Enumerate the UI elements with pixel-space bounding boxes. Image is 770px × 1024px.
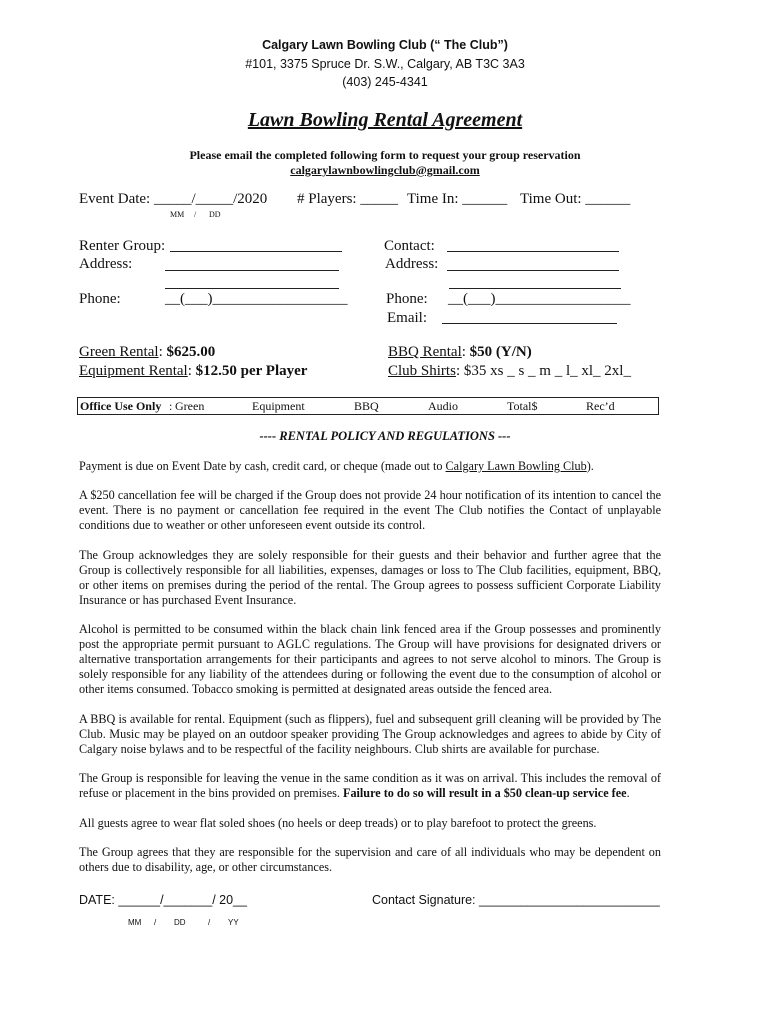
time-out-field[interactable]: Time Out: ______ [520,191,631,207]
renter-group-line[interactable] [170,251,342,252]
cleanup-fee-warning: Failure to do so will result in a $50 clean-up service fee [343,786,627,800]
footer-date-field[interactable]: DATE: ______/_______/ 20__ [79,893,247,907]
policy-liability: The Group acknowledges they are solely responsible for their guests and their behavior and further agree that the Group is collectively responsible for all liabilities, expenses, damages or loss to The Club facilities, equipment, BBQ, or other items on premises during the period of the rental. The Group agrees to possess sufficient Corporate Liability Insurance or has purchased Event Insurance. [79,548,661,607]
office-audio: Audio [428,399,458,413]
policy-cancellation: A $250 cancellation fee will be charged if the Group does not provide 24 hour notification of its intention to cancel the event. There is no payment or cancellation fee required in the event The Club notifies the Contact of unplayable conditions due to weather or other unforeseen event outside its control. [79,488,661,532]
contact-email-line[interactable] [442,323,617,324]
club-shirts-label: Club Shirts [388,363,456,379]
contact-label: Contact: [384,238,435,254]
office-equipment: Equipment [252,399,305,413]
bbq-rental-price[interactable]: $50 (Y/N) [469,344,532,360]
equipment-rental-price: $12.50 per Player [195,363,308,379]
policy-heading: ---- RENTAL POLICY AND REGULATIONS --- [259,429,511,443]
club-email-link[interactable]: calgarylawnbowlingclub@gmail.com [290,163,480,177]
club-name-link: Calgary Lawn Bowling Club [445,459,587,473]
office-bbq: BBQ [354,399,379,413]
office-total: Total$ [507,399,538,413]
contact-name-line[interactable] [447,251,619,252]
club-shirts-sizes[interactable]: $35 xs _ s _ m _ l_ xl_ 2xl_ [463,363,631,379]
policy-bbq-music: A BBQ is available for rental. Equipment (such as flippers), fuel and subsequent grill cleaning will be provided by The Club. Music may be played on an outdoor speaker providing The Group acknowledges and agrees to abide by City of Calgary noise bylaws and to be respectful of the facility neighbours. Club shirts are available for purchase. [79,712,661,756]
club-name: Calgary Lawn Bowling Club (“ The Club”) [262,38,508,52]
office-use-box: Office Use Only : Green Equipment BBQ Audio Total$ Rec’d [77,397,659,415]
contact-signature-field[interactable]: Contact Signature: __________________________ [372,893,660,907]
contact-address-line-2[interactable] [449,288,621,289]
policy-alcohol: Alcohol is permitted to be consumed within the black chain link fenced area if the Group possesses and prominently post the appropriate permit pursuant to AGLC regulations. The Group will have provisions for designated drivers or alternative transportation arrangements for their participants and agrees to not serve alcohol to minors. The Group is solely responsible for any liability of the attendees during or following the event due to the consumption of alcohol or other items consumed. Tobacco smoking is permitted at designated areas outside the fenced area. [79,622,661,696]
green-rental-price: $625.00 [166,344,216,360]
date-hint-sep: / [194,210,197,219]
contact-address-line-1[interactable] [447,270,619,271]
renter-address-label: Address: [79,256,133,272]
footer-hint-sep2: / [208,918,211,927]
date-hint-mm: MM [170,210,185,219]
contact-phone-field[interactable]: __(___)__________________ [448,291,631,307]
green-rental-label: Green Rental [79,344,159,360]
renter-address-line-1[interactable] [165,270,339,271]
office-use-label: Office Use Only [80,399,162,413]
office-received: Rec’d [586,399,615,413]
renter-address-line-2[interactable] [165,288,339,289]
contact-email-label: Email: [387,310,427,326]
club-shirts: Club Shirts: $35 xs _ s _ m _ l_ xl_ 2xl_ [388,363,631,379]
bbq-rental: BBQ Rental: $50 (Y/N) [388,344,532,360]
club-phone: (403) 245-4341 [342,75,428,89]
renter-group-label: Renter Group: [79,238,166,254]
footer-hint-sep1: / [154,918,157,927]
footer-hint-mm: MM [128,918,142,927]
equipment-rental: Equipment Rental: $12.50 per Player [79,363,308,379]
footer-hint-dd: DD [174,918,186,927]
contact-address-label: Address: [385,256,439,272]
renter-phone-field[interactable]: __(___)__________________ [165,291,348,307]
time-in-field[interactable]: Time In: ______ [407,191,508,207]
renter-phone-label: Phone: [79,291,121,307]
policy-payment: Payment is due on Event Date by cash, credit card, or cheque (made out to Calgary Lawn Bowling Club). [79,459,594,473]
office-green: Green [175,399,205,413]
club-address: #101, 3375 Spruce Dr. S.W., Calgary, AB T3C 3A3 [245,57,525,71]
players-field[interactable]: # Players: _____ [297,191,398,207]
green-rental: Green Rental: $625.00 [79,344,216,360]
contact-phone-label: Phone: [386,291,428,307]
policy-supervision: The Group agrees that they are responsible for the supervision and care of all individuals who may be dependent on others due to disability, age, or other circumstances. [79,845,661,874]
event-date-field[interactable]: Event Date: _____/_____/2020 [79,191,268,207]
date-hint-dd: DD [209,210,221,219]
policy-cleanup: The Group is responsible for leaving the venue in the same condition as it was on arrival. This includes the removal of refuse or placement in the bins provided on premises. Failure to do so will result in a $50 clean-up service fee. [79,771,661,800]
page-title: Lawn Bowling Rental Agreement [247,109,523,131]
equipment-rental-label: Equipment Rental [79,363,188,379]
footer-hint-yy: YY [228,918,239,927]
bbq-rental-label: BBQ Rental [388,344,462,360]
instructions-text: Please email the completed following form to request your group reservation [189,148,581,162]
policy-footwear: All guests agree to wear flat soled shoes (no heels or deep treads) or to play barefoot to protect the greens. [79,816,597,830]
